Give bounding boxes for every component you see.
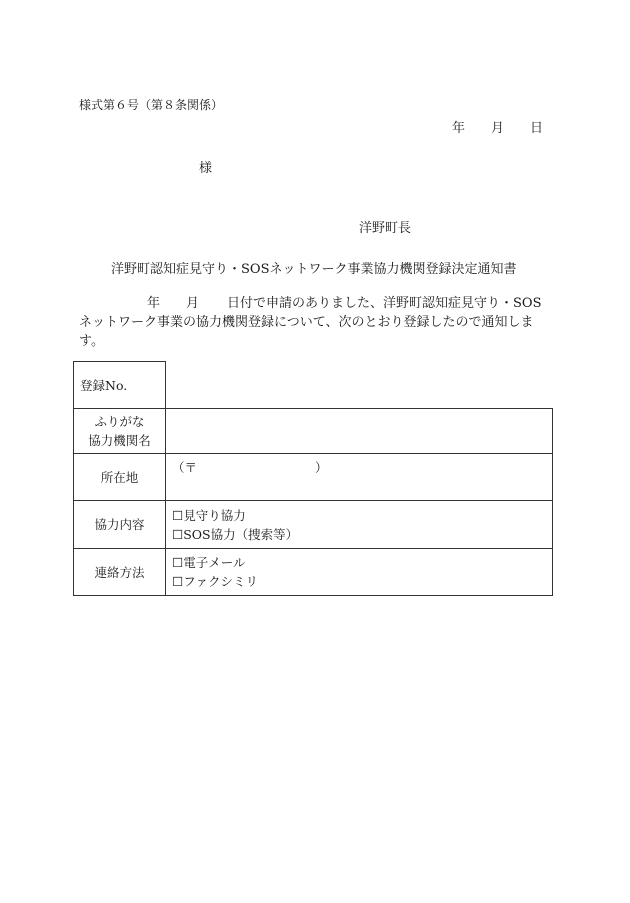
registration-table — [73, 361, 553, 596]
reg-no-label: 登録No. — [74, 362, 166, 409]
document-title: 洋野町認知症見守り・SOSネットワーク事業協力機関登録決定通知書 — [111, 262, 517, 277]
furigana-label: ふりがな — [94, 414, 145, 429]
form-number: 様式第６号（第８条関係） — [79, 98, 224, 112]
reg-no-value — [166, 362, 553, 409]
date-day: 日 — [530, 121, 544, 136]
postal-suffix: ） — [315, 460, 328, 475]
org-name-label-cell — [74, 409, 166, 454]
contact-options — [166, 549, 553, 596]
date-month: 月 — [491, 121, 505, 136]
address-label: 所在地 — [74, 454, 166, 501]
contact-label: 連絡方法 — [74, 549, 166, 596]
cooperation-option-watch: ☐見守り協力 — [172, 507, 246, 523]
org-name-label: 協力機関名 — [88, 433, 151, 448]
body-month: 月 — [186, 296, 200, 311]
sender-name: 洋野町長 — [359, 221, 412, 236]
date-year: 年 — [452, 121, 466, 136]
body-year: 年 — [147, 296, 161, 311]
issue-date — [452, 117, 543, 136]
org-name-value — [166, 409, 553, 454]
contact-option-fax: ☐ファクシミリ — [172, 574, 258, 589]
body-line-3: す。 — [79, 334, 104, 349]
body-paragraph — [79, 294, 551, 351]
table-row-reg-no — [74, 362, 553, 409]
table-row-contact — [74, 549, 553, 596]
table-row-org-name — [74, 409, 553, 454]
table-row-address — [74, 454, 553, 501]
body-line-1 — [79, 294, 551, 313]
cooperation-option-sos: ☐SOS協力（捜索等） — [172, 526, 299, 542]
addressee-honorific: 様 — [199, 161, 213, 176]
cooperation-options — [166, 501, 553, 549]
contact-option-email: ☐電子メール — [172, 555, 246, 570]
body-line-2: ネットワーク事業の協力機関登録について、次のとおり登録したので通知しま — [79, 315, 534, 330]
body-line-1-rest: 日付で申請のありました、洋野町認知症見守り・SOS — [227, 296, 542, 311]
cooperation-label: 協力内容 — [74, 501, 166, 549]
table-row-cooperation — [74, 501, 553, 549]
postal-prefix: （〒 — [172, 460, 198, 475]
address-value — [166, 454, 553, 501]
